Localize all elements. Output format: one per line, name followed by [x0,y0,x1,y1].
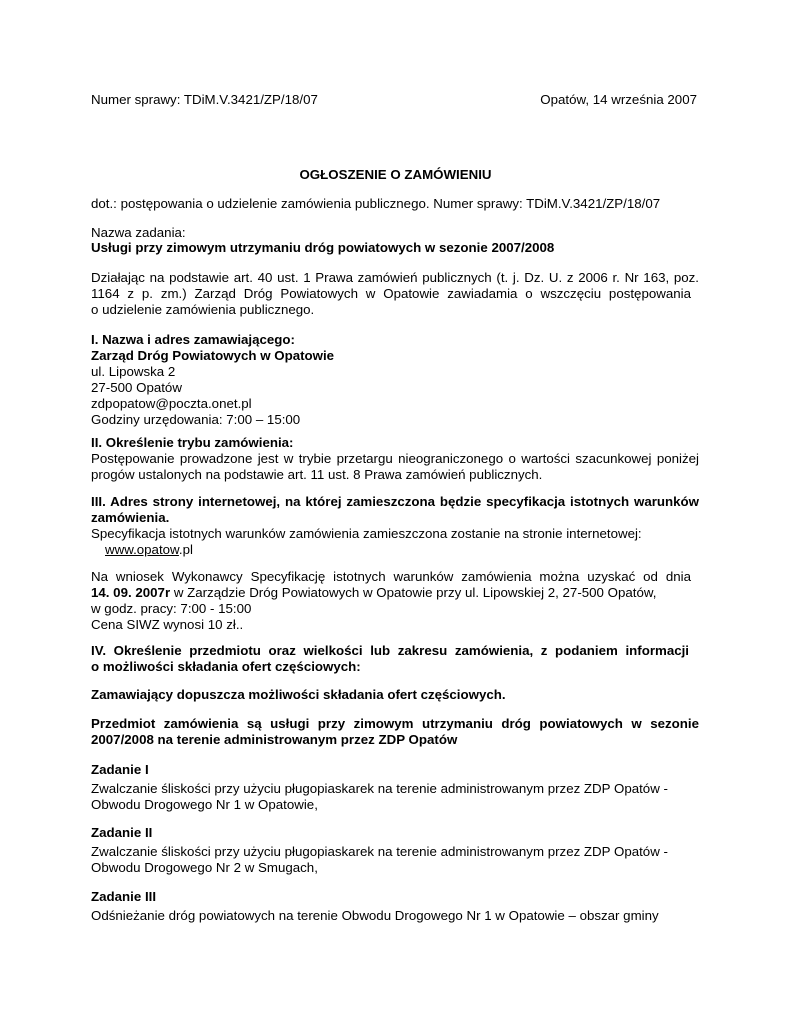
request-paragraph [91,569,699,633]
section-4-heading-line-2: o możliwości składania ofert częściowych: [91,659,361,674]
section-2 [91,435,699,483]
task-3 [91,889,699,924]
website-link-suffix: .pl [178,542,193,557]
subject-line-1: Przedmiot zamówienia są usługi przy zimowym utrzymaniu dróg powiatowych w sezonie [91,716,699,731]
intro-line-3: o udzielenie zamówienia publicznego. [91,302,315,317]
section-2-line-2: progów ustalonych na podstawie art. 11 ust. 8 Prawa zamówień publicznych. [91,467,543,482]
task-1-line-2: Obwodu Drogowego Nr 1 w Opatowie, [91,797,318,812]
section-3-heading-line-1: III. Adres strony internetowej, na której zamieszczona będzie specyfikacja istotnych warunków [91,494,699,509]
task-3-title: Zadanie III [91,889,157,904]
request-line-2-rest: w Zarządzie Dróg Powiatowych w Opatowie przy ul. Lipowskiej 2, 27-500 Opatów, [170,585,657,600]
task-1-line-1: Zwalczanie śliskości przy użyciu pługopiaskarek na terenie administrowanym przez ZDP Opatów - [91,781,668,796]
section-1-email: zdpopatow@poczta.onet.pl [91,396,252,411]
request-line-3: w godz. pracy: 7:00 - 15:00 [91,601,252,616]
section-3-heading-line-2: zamówienia. [91,510,170,525]
section-1-heading: I. Nazwa i adres zamawiającego: [91,332,295,347]
subject-line-2: 2007/2008 na terenie administrowanym przez ZDP Opatów [91,732,458,747]
task-name: Usługi przy zimowym utrzymaniu dróg powiatowych w sezonie 2007/2008 [91,240,555,255]
website-link[interactable]: www.opatow [105,542,179,557]
section-1-street: ul. Lipowska 2 [91,364,176,379]
task-2-line-1: Zwalczanie śliskości przy użyciu pługopiaskarek na terenie administrowanym przez ZDP Opatów - [91,844,668,859]
subject-paragraph [91,716,699,748]
task-2 [91,825,699,876]
task-3-line-1: Odśnieżanie dróg powiatowych na terenie Obwodu Drogowego Nr 1 w Opatowie – obszar gminy [91,908,659,923]
section-3 [91,494,699,558]
request-date: 14. 09. 2007r [91,585,171,600]
dot-line: dot.: postępowania o udzielenie zamówienia publicznego. Numer sprawy: TDiM.V.3421/ZP/18/07 [91,196,661,211]
section-3-text: Specyfikacja istotnych warunków zamówienia zamieszczona zostanie na stronie internetowej: [91,526,642,541]
intro-paragraph [91,270,699,318]
case-number: Numer sprawy: TDiM.V.3421/ZP/18/07 [91,92,318,107]
section-3-link-line [91,542,699,558]
section-1-org: Zarząd Dróg Powiatowych w Opatowie [91,348,335,363]
task-1 [91,762,699,813]
section-1 [91,332,699,428]
section-4-heading-line-1: IV. Określenie przedmiotu oraz wielkości lub zakresu zamówienia, z podaniem informacji [91,643,689,658]
section-1-city: 27-500 Opatów [91,380,182,395]
section-2-line-1: Postępowanie prowadzone jest w trybie przetargu nieograniczonego o wartości szacunkowej poniżej [91,451,699,466]
section-2-heading: II. Określenie trybu zamówienia: [91,435,294,450]
request-line-4: Cena SIWZ wynosi 10 zł.. [91,617,244,632]
task-1-title: Zadanie I [91,762,149,777]
section-4 [91,643,699,675]
request-line-1: Na wniosek Wykonawcy Specyfikację istotnych warunków zamówienia można uzyskać od dnia [91,569,691,584]
partial-offers: Zamawiający dopuszcza możliwości składania ofert częściowych. [91,687,506,702]
task-2-line-2: Obwodu Drogowego Nr 2 w Smugach, [91,860,318,875]
request-line-2 [91,585,699,601]
section-1-hours: Godziny urzędowania: 7:00 – 15:00 [91,412,301,427]
intro-line-1: Działając na podstawie art. 40 ust. 1 Prawa zamówień publicznych (t. j. Dz. U. z 2006 r. Nr 163, poz. [91,270,699,285]
task-label: Nazwa zadania: [91,225,186,240]
place-date: Opatów, 14 września 2007 [540,92,697,107]
task-2-title: Zadanie II [91,825,153,840]
document-title: OGŁOSZENIE O ZAMÓWIENIU [299,167,492,182]
intro-line-2: 1164 z p. zm.) Zarząd Dróg Powiatowych w Opatowie zawiadamia o wszczęciu postępowania [91,286,691,301]
